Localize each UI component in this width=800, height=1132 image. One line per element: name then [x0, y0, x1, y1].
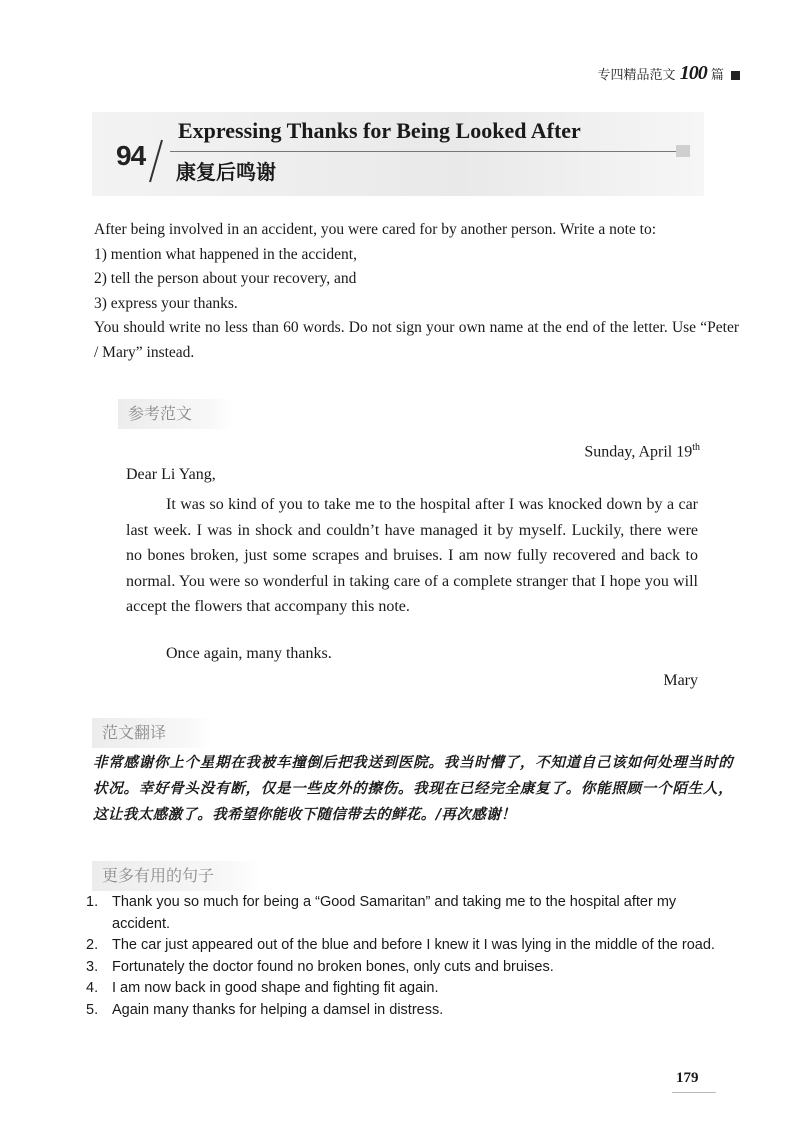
- sample-section-label: 参考范文: [118, 399, 234, 429]
- unit-number: 94: [116, 140, 146, 171]
- book-suffix: 篇: [710, 68, 724, 83]
- letter-closing-line: Once again, many thanks.: [166, 645, 332, 662]
- translation-section-label: 范文翻译: [92, 718, 212, 748]
- prompt-instruction: You should write no less than 60 words. Do not sign your own name at the end of the letter. Use “Peter / Mary” instead.: [94, 319, 739, 361]
- list-item-number: 5.: [86, 1001, 99, 1018]
- title-rule: [170, 151, 680, 152]
- list-item-number: 1.: [86, 894, 99, 910]
- list-item: [86, 935, 734, 957]
- list-item-text: Fortunately the doctor found no broken bones, only cuts and bruises.: [112, 958, 554, 975]
- letter-body: It was so kind of you to take me to the hospital after I was knocked down by a car last week. I was in shock and couldn’t have managed it by myself. Luckily, there were no bones broken, just some scrapes and bruises. I am now fully recovered and back to normal. You were so wonderful in taking care of a complete stranger that I hope you will accept the flowers that accompany this note.: [126, 496, 698, 615]
- list-item-text: Again many thanks for helping a damsel in distress.: [112, 1001, 444, 1018]
- book-label: 专四精品范文: [597, 68, 676, 83]
- letter-signature: Mary: [663, 672, 698, 689]
- list-item: [86, 957, 734, 979]
- running-header: [540, 62, 740, 86]
- letter-date: [520, 442, 700, 461]
- writing-prompt: [94, 218, 739, 365]
- useful-sentences-label: 更多有用的句子: [92, 861, 262, 891]
- list-item: [86, 978, 734, 1000]
- prompt-item: 3) express your thanks.: [94, 294, 238, 312]
- book-number: 100: [679, 62, 707, 84]
- header-square-mark: [731, 71, 740, 80]
- page-number: 179: [676, 1070, 699, 1086]
- letter-date-text: Sunday, April 19: [584, 443, 693, 461]
- list-item-number: 4.: [86, 980, 99, 996]
- translation-text: 非常感谢你上个星期在我被车撞倒后把我送到医院。我当时懵了，不知道自己该如何处理当时的状况。幸好骨头没有断，仅是一些皮外的擦伤。我现在已经完全康复了。你能照顾一个陌生人，这让我太感激了。我希望你能收下随信带去的鲜花。/再次感谢！: [93, 754, 733, 823]
- useful-sentences-list: [86, 892, 734, 1021]
- unit-title-chinese: 康复后鸣谢: [176, 160, 276, 184]
- list-item: [86, 1000, 734, 1022]
- list-item-number: 3.: [86, 958, 99, 975]
- list-item-text: Thank you so much for being a “Good Samaritan” and taking me to the hospital after my accident.: [112, 894, 677, 932]
- list-item: [86, 892, 734, 935]
- list-item-text: The car just appeared out of the blue and before I knew it I was lying in the middle of the road.: [112, 937, 715, 953]
- letter-date-suffix: th: [692, 442, 700, 453]
- list-item-number: 2.: [86, 937, 99, 953]
- list-item-text: I am now back in good shape and fighting fit again.: [112, 980, 439, 996]
- prompt-item: 1) mention what happened in the accident,: [94, 245, 357, 263]
- unit-title-english: Expressing Thanks for Being Looked After: [178, 118, 581, 143]
- prompt-intro: After being involved in an accident, you were cared for by another person. Write a note to:: [94, 221, 657, 238]
- letter-greeting: Dear Li Yang,: [126, 466, 216, 483]
- page-number-rule: [672, 1092, 716, 1093]
- prompt-item: 2) tell the person about your recovery, and: [94, 270, 357, 287]
- unit-slash-mark: [146, 138, 166, 184]
